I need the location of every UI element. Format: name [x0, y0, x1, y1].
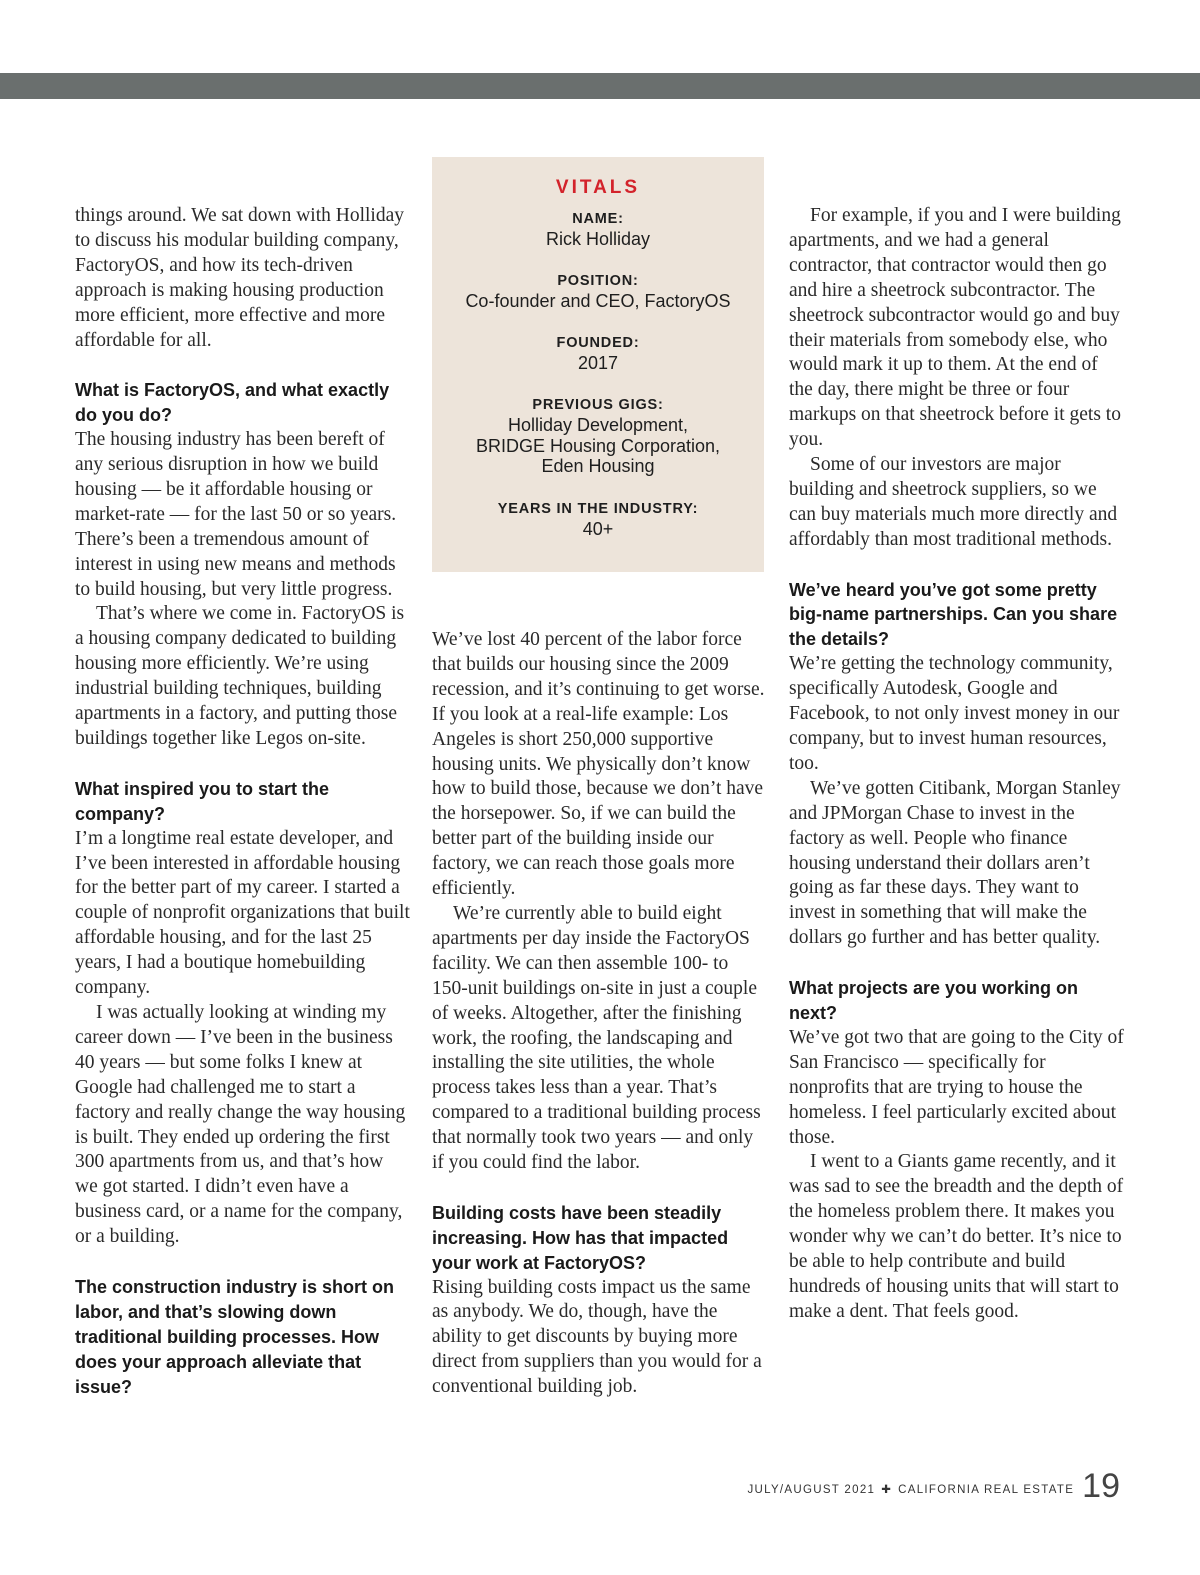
- interview-question: What inspired you to start the company?: [75, 778, 330, 824]
- body-paragraph: We’re currently able to build eight apartments per day inside the FactoryOS facility. We can then assemble 100- to 150-unit buildings on-site in just a couple of weeks. Altogether, after the finishing work, the roofing, the landscaping and installing the site utilities, the whole process takes less than a year. That’s compared to a traditional building process that normally took two years — and only if you could find the labor.: [432, 902, 761, 1174]
- vitals-gigs: [432, 396, 764, 477]
- body-paragraph: I went to a Giants game recently, and it was sad to see the breadth and the depth of the homeless problem there. It makes you wonder why we can’t do better. It’s nice to be able to help contribute and build hundreds of housing units that will start to make a dent. That feels good.: [789, 1151, 1124, 1322]
- footer-issue: JULY/AUGUST 2021: [747, 1484, 876, 1496]
- header-bar: [0, 73, 1200, 99]
- article-column-2: [432, 628, 767, 1400]
- vitals-position: [432, 272, 764, 312]
- body-paragraph: I’m a longtime real estate developer, and I’ve been interested in affordable housing for the better part of my career. I started a couple of nonprofit organizations that built affordable housing, and for the last 25 years, I had a boutique homebuilding company.: [75, 827, 410, 999]
- body-paragraph: Rising building costs impact us the same as anybody. We do, though, have the ability to get discounts by buying more direct from suppliers than you would for a conventional building job.: [432, 1276, 762, 1398]
- page-number: 19: [1082, 1467, 1120, 1505]
- interview-question: What is FactoryOS, and what exactly do you do?: [75, 380, 390, 426]
- vitals-years-label: YEARS IN THE INDUSTRY:: [497, 501, 699, 517]
- vitals-gigs-line: Eden Housing: [541, 456, 655, 476]
- body-paragraph: That’s where we come in. FactoryOS is a housing company dedicated to building housing more efficiently. We’re using industrial building techniques, building apartments in a factory, and putting those buildings together like Legos on-site.: [75, 603, 405, 750]
- body-paragraph: We’ve lost 40 percent of the labor force that builds our housing since the 2009 recession, and it’s continuing to get worse. If you look at a real-life example: Los Angeles is short 250,000 supportive housing units. We physically don’t know how to build those, because we don’t have the horsepower. So, if we can build the better part of the building inside our factory, we can reach those goals more efficiently.: [432, 629, 765, 900]
- vitals-founded-label: FOUNDED:: [556, 335, 640, 351]
- vitals-gigs-line: Holliday Development,: [507, 415, 689, 435]
- vitals-founded-value: 2017: [577, 353, 619, 373]
- body-paragraph: Some of our investors are major building and sheetrock suppliers, so we can buy materials much more directly and affordably than most traditional methods.: [789, 454, 1118, 550]
- vitals-years: [432, 500, 764, 540]
- vitals-title: VITALS: [555, 177, 641, 198]
- vitals-name-label: NAME:: [572, 211, 624, 227]
- interview-question: The construction industry is short on labor, and that’s slowing down traditional building processes. How does your approach alleviate that issue?: [75, 1276, 395, 1397]
- vitals-position-value: Co-founder and CEO, FactoryOS: [465, 291, 731, 311]
- body-paragraph: I was actually looking at winding my career down — I’ve been in the business 40 years — but some folks I knew at Google had challenged me to start a factory and really change the way housing is built. They ended up ordering the first 300 apartments from us, and that’s how we got started. I didn’t even have a business card, or a name for the company, or a building.: [75, 1001, 406, 1248]
- body-paragraph: We’ve gotten Citibank, Morgan Stanley and JPMorgan Chase to invest in the factory as well. People who finance housing understand their dollars aren’t going as far these days. They want to invest in something that will make the dollars go further and has better quality.: [789, 777, 1121, 949]
- interview-question: Building costs have been steadily increasing. How has that impacted your work at FactoryOS?: [432, 1202, 729, 1273]
- body-paragraph: The housing industry has been bereft of any serious disruption in how we build housing — be it affordable housing or market-rate — for the last 50 or so years. There’s been a tremendous amount of interest in using new means and methods to build housing, but very little progress.: [75, 429, 397, 600]
- vitals-gigs-label: PREVIOUS GIGS:: [532, 397, 664, 413]
- plus-separator-icon: ✚: [881, 1484, 893, 1496]
- body-paragraph: We’re getting the technology community, specifically Autodesk, Google and Facebook, to not only invest money in our company, but to invest human resources, too.: [789, 653, 1120, 774]
- page-footer: [747, 1463, 1120, 1503]
- interview-question: What projects are you working on next?: [789, 978, 1079, 1023]
- interview-question: We’ve heard you’ve got some pretty big-name partnerships. Can you share the details?: [789, 579, 1118, 650]
- vitals-gigs-line: BRIDGE Housing Corporation,: [475, 435, 721, 456]
- footer-magazine: CALIFORNIA REAL ESTATE: [898, 1484, 1075, 1496]
- article-column-1: [75, 204, 410, 1399]
- vitals-position-label: POSITION:: [557, 273, 639, 289]
- vitals-name: [432, 210, 764, 250]
- body-paragraph: things around. We sat down with Holliday to discuss his modular building company, FactoryOS, and how its tech-driven approach is making housing production more efficient, more effective and more affordable for all.: [75, 205, 404, 351]
- body-paragraph: For example, if you and I were building apartments, and we had a general contractor, that contractor would then go and hire a sheetrock subcontractor. The sheetrock subcontractor would go and buy their materials from somebody else, who would mark it up to them. At the end of the day, there might be three or four markups on that sheetrock before it gets to you.: [789, 205, 1121, 451]
- vitals-name-value: Rick Holliday: [545, 229, 651, 249]
- vitals-years-value: 40+: [582, 519, 614, 539]
- body-paragraph: We’ve got two that are going to the City of San Francisco — specifically for nonprofits that are trying to house the homeless. I feel particularly excited about those.: [789, 1026, 1124, 1148]
- vitals-founded: [432, 334, 764, 374]
- vitals-sidebar: [432, 157, 764, 572]
- article-column-3: [789, 204, 1124, 1325]
